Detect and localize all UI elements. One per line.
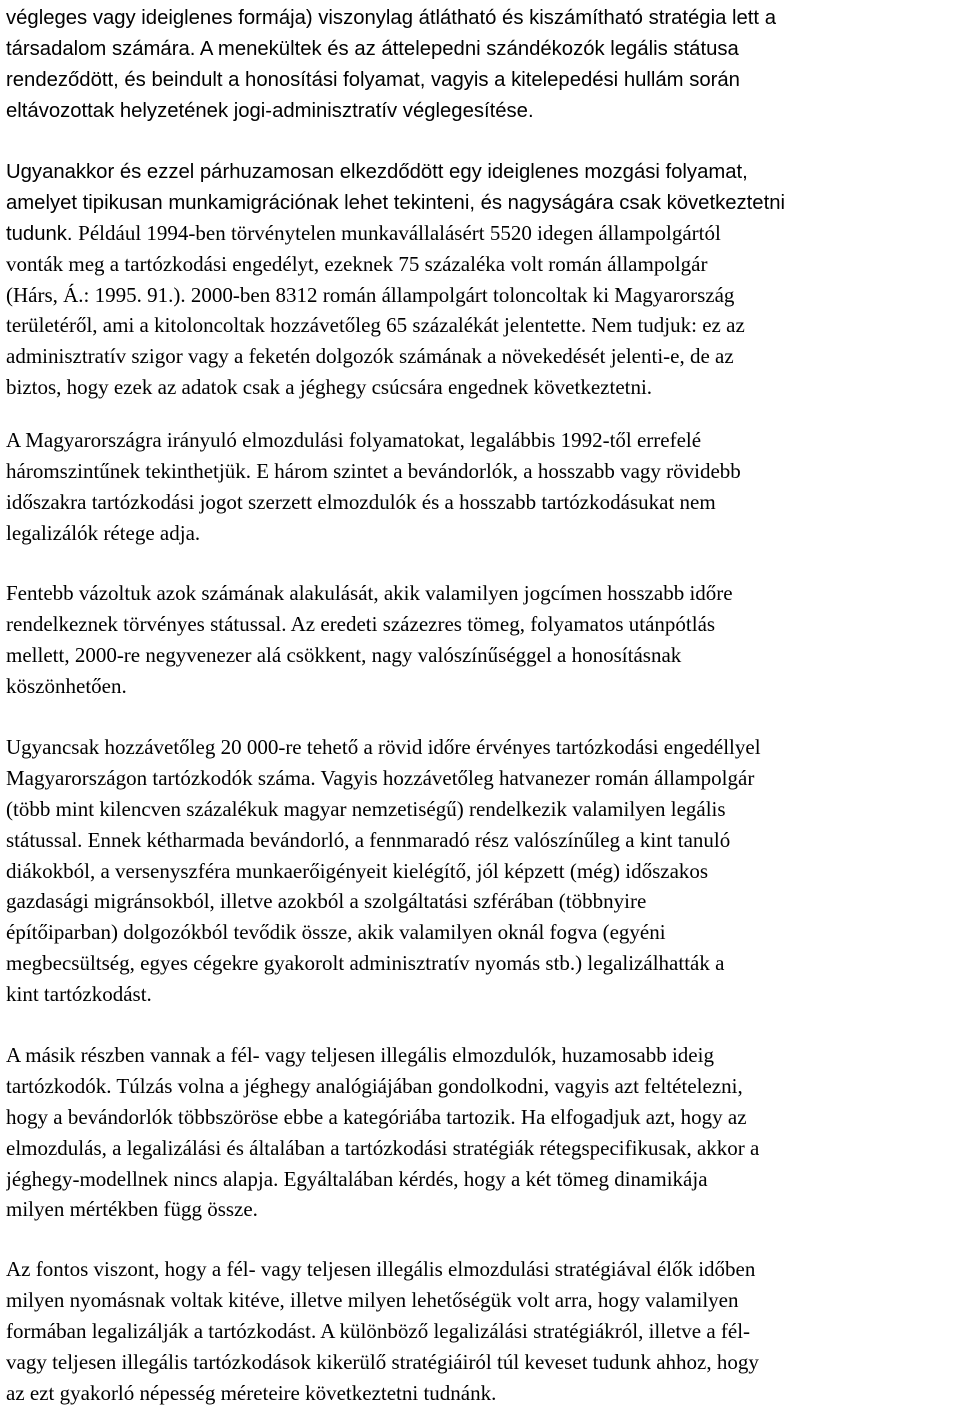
text-segment: milyen nyomásnak voltak kitéve, illetve milyen lehetőségük volt arra, hogy valamilyen — [6, 1287, 739, 1312]
text-line — [6, 372, 785, 403]
text-segment: formában legalizálják a tartózkodást. A különböző legalizálási stratégiákról, illetve a fél- — [6, 1318, 751, 1343]
text-line — [6, 1347, 759, 1378]
text-segment: vonták meg a tartózkodási engedélyt, ezeknek 75 százaléka volt román állampolgár — [6, 251, 708, 276]
text-line — [6, 794, 761, 825]
text-line — [6, 917, 761, 948]
text-segment: építőiparban) dolgozókból tevődik össze, akik valamilyen oknál fogva (egyéni — [6, 920, 666, 945]
text-line — [6, 1071, 759, 1102]
text-segment: amelyet tipikusan munkamigrációnak lehet tekinteni, és nagyságára csak következtetni — [6, 191, 785, 214]
paragraph-6 — [6, 1040, 759, 1225]
text-segment: eltávozottak helyzetének jogi-adminisztratív véglegesítése. — [6, 99, 534, 122]
text-line — [6, 456, 741, 487]
text-segment: legalizálók rétege adja. — [6, 520, 201, 545]
text-line — [6, 1133, 759, 1164]
text-segment: A másik részben vannak a fél- vagy teljesen illegális elmozdulók, huzamosabb ideig — [6, 1043, 714, 1067]
text-line — [6, 518, 741, 549]
text-segment: végleges vagy ideiglenes formája) viszonylag átlátható és kiszámítható stratégia lett a — [6, 7, 776, 29]
text-segment: A Magyarországra irányuló elmozdulási folyamatokat, legalábbis 1992-től errefelé — [6, 428, 702, 452]
text-line — [6, 578, 733, 609]
text-line — [6, 280, 785, 311]
text-segment: diákokból, a versenyszféra munkaerőigényeit kielégítő, jól képzett (még) időszakos — [6, 858, 709, 883]
text-line — [6, 249, 785, 280]
text-segment: Az fontos viszont, hogy a fél- vagy teljesen illegális elmozdulási stratégiával élők időben — [6, 1257, 756, 1281]
text-segment: rendelkeznek törvényes státussal. Az eredeti százezres tömeg, folyamatos utánpótlás — [6, 611, 716, 636]
text-line — [6, 1378, 759, 1406]
text-segment: (több mint kilencven százalékuk magyar nemzetiségű) rendelkezik valamilyen legális — [6, 796, 726, 821]
text-segment: társadalom számára. A menekültek és az áttelepedni szándékozók legális státusa — [6, 37, 739, 60]
text-segment: háromszintűnek tekinthetjük. E három szintet a bevándorlók, a hosszabb vagy rövidebb — [6, 458, 741, 483]
text-line — [6, 825, 761, 856]
text-segment: köszönhetően. — [6, 673, 127, 698]
text-line — [6, 609, 733, 640]
text-line — [6, 948, 761, 979]
text-segment: megbecsültség, egyes cégekre gyakorolt adminisztratív nyomás stb.) legalizálhatták a — [6, 951, 725, 976]
text-line — [6, 156, 785, 187]
text-segment: rendeződött, és beindult a honosítási folyamat, vagyis a kitelepedési hullám során — [6, 68, 740, 91]
text-segment: Ugyancsak hozzávetőleg 20 000-re tehető a rövid időre érvényes tartózkodási engedéllyel — [6, 735, 761, 759]
text-line — [6, 218, 785, 249]
text-line — [6, 2, 776, 33]
text-line — [6, 33, 776, 64]
text-line — [6, 95, 776, 126]
text-segment: mellett, 2000-re negyvenezer alá csökkent, nagy valószínűséggel a honosításnak — [6, 642, 682, 667]
text-line — [6, 1102, 759, 1133]
paragraph-4 — [6, 578, 733, 702]
text-segment: Például 1994-ben törvénytelen munkavállalásért 5520 idegen állampolgártól — [78, 220, 721, 245]
text-line — [6, 1164, 759, 1195]
text-line — [6, 187, 785, 218]
text-line — [6, 1254, 759, 1285]
text-segment: az ezt gyakorló népesség méreteire következtetni tudnánk. — [6, 1380, 497, 1405]
text-line — [6, 671, 733, 702]
text-segment: Fentebb vázoltuk azok számának alakulását, akik valamilyen jogcímen hosszabb időre — [6, 581, 733, 605]
text-line — [6, 1194, 759, 1225]
paragraph-1 — [6, 2, 776, 126]
paragraph-2 — [6, 156, 785, 403]
text-line — [6, 1316, 759, 1347]
text-segment: státussal. Ennek kétharmada bevándorló, a fennmaradó rész valószínűleg a kint tanuló — [6, 827, 731, 852]
text-line — [6, 640, 733, 671]
text-line — [6, 1285, 759, 1316]
text-line — [6, 425, 741, 456]
text-line — [6, 856, 761, 887]
text-segment: jéghegy-modellnek nincs alapja. Egyáltalában kérdés, hogy a két tömeg dinamikája — [6, 1166, 708, 1191]
text-segment: biztos, hogy ezek az adatok csak a jéghegy csúcsára engednek következtetni. — [6, 375, 653, 400]
document-page — [6, 0, 956, 1406]
text-segment: vagy teljesen illegális tartózkodások kikerülő stratégiáiról túl keveset tudunk ahhoz, hogy — [6, 1349, 759, 1374]
text-segment: (Hárs, Á.: 1995. 91.). 2000-ben 8312 román állampolgárt toloncoltak ki Magyarország — [6, 282, 735, 307]
text-line — [6, 979, 761, 1010]
text-line — [6, 763, 761, 794]
text-line — [6, 341, 785, 372]
text-line — [6, 732, 761, 763]
text-line — [6, 886, 761, 917]
text-segment: Magyarországon tartózkodók száma. Vagyis hozzávetőleg hatvanezer román állampolgár — [6, 765, 755, 790]
paragraph-3 — [6, 425, 741, 549]
text-segment: kint tartózkodást. — [6, 982, 152, 1007]
text-segment: tartózkodók. Túlzás volna a jéghegy analógiájában gondolkodni, vagyis azt feltételezni, — [6, 1073, 743, 1098]
paragraph-7 — [6, 1254, 759, 1406]
text-segment: Ugyanakkor és ezzel párhuzamosan elkezdődött egy ideiglenes mozgási folyamat, — [6, 161, 748, 183]
text-segment: tudunk. — [6, 222, 79, 245]
text-line — [6, 310, 785, 341]
text-segment: időszakra tartózkodási jogot szerzett elmozdulók és a hosszabb tartózkodásukat nem — [6, 489, 716, 514]
text-segment: adminisztratív szigor vagy a feketén dolgozók számának a növekedését jelenti-e, de az — [6, 344, 734, 369]
text-line — [6, 487, 741, 518]
text-segment: hogy a bevándorlók többszöröse ebbe a kategóriába tartozik. Ha elfogadjuk azt, hogy az — [6, 1104, 747, 1129]
text-segment: gazdasági migránsokból, illetve azokból a szolgáltatási szférában (többnyire — [6, 889, 647, 914]
text-segment: milyen mértékben függ össze. — [6, 1197, 258, 1222]
paragraph-5 — [6, 732, 761, 1010]
text-segment: területéről, ami a kitoloncoltak hozzávetőleg 65 százalékát jelentette. Nem tudjuk: ez az — [6, 313, 745, 338]
text-segment: elmozdulás, a legalizálási és általában a tartózkodási stratégiák rétegspecifikusak, akkor a — [6, 1135, 760, 1160]
text-line — [6, 64, 776, 95]
text-line — [6, 1040, 759, 1071]
